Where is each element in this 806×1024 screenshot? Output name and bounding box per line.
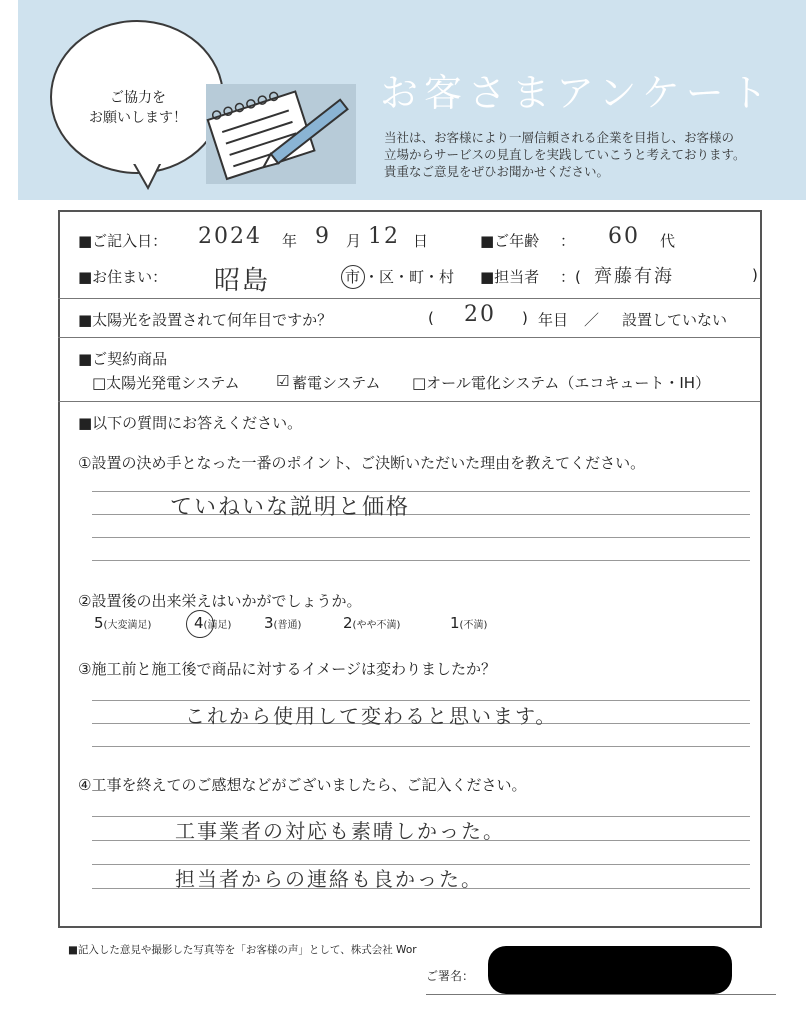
solar-close-paren: ) xyxy=(522,309,528,327)
rating-4[interactable] xyxy=(194,614,231,632)
answer-line xyxy=(92,537,750,538)
survey-heading: ■以下の質問にお答えください。 xyxy=(78,414,303,432)
rating-5-label: (大変満足) xyxy=(103,620,152,631)
bubble-text: ご協力を お願いします！ xyxy=(89,90,187,126)
rating-5-num: 5 xyxy=(94,614,104,632)
age-label: ■ご年齢 xyxy=(480,232,540,250)
signature-redaction xyxy=(488,946,732,994)
rating-4-label: (満足) xyxy=(203,620,232,631)
date-month-value[interactable]: 9 xyxy=(315,224,331,249)
question-4: ④工事を終えてのご感想などがございましたら、ご記入ください。 xyxy=(78,776,527,794)
staff-close: ) xyxy=(752,266,758,284)
product-solar-checkbox[interactable]: □太陽光発電システム xyxy=(92,374,240,392)
product-battery-label: 蓄電システム xyxy=(292,374,381,392)
age-colon: ： xyxy=(560,232,576,250)
rating-1-label: (不満) xyxy=(459,620,488,631)
solar-question: ■太陽光を設置されて何年目ですか？ xyxy=(78,311,333,329)
question-3: ③施工前と施工後で商品に対するイメージは変わりましたか？ xyxy=(78,660,497,678)
divider xyxy=(58,337,760,338)
staff-open: ：( xyxy=(560,268,581,286)
month-unit: 月 xyxy=(346,232,362,250)
date-day-value[interactable]: 12 xyxy=(368,224,400,249)
staff-value[interactable]: 齊藤有海 xyxy=(594,266,674,287)
consent-note: ■記入した意見や撮影した写真等を「お客様の声」として、株式会社 Wor xyxy=(68,944,417,956)
rating-4-num: 4 xyxy=(194,614,204,632)
age-value[interactable]: 60 xyxy=(608,224,640,249)
rating-2-num: 2 xyxy=(343,614,353,632)
date-label: ■ご記入日： xyxy=(78,232,168,250)
question-1: ①設置の決め手となった一番のポイント、ご決断いただいた理由を教えてください。 xyxy=(78,454,646,472)
rating-1-num: 1 xyxy=(450,614,460,632)
question-2: ②設置後の出来栄えはいかがでしょうか。 xyxy=(78,592,362,610)
solar-years-unit: 年目 xyxy=(538,311,569,329)
answer-line xyxy=(92,560,750,561)
solar-slash: ／ xyxy=(584,311,600,329)
address-label: ■お住まい： xyxy=(78,268,168,286)
answer-1[interactable]: ていねいな説明と価格 xyxy=(170,495,411,520)
page-title: お客さまアンケート xyxy=(380,71,774,115)
solar-open-paren: ( xyxy=(428,309,434,327)
signature-label: ご署名： xyxy=(426,969,475,983)
answer-4-line-1[interactable]: 工事業者の対応も素晴しかった。 xyxy=(175,819,505,843)
signature-line xyxy=(426,994,776,995)
address-units: ・区・町・村 xyxy=(364,268,455,286)
product-battery-checkbox[interactable]: ☑ xyxy=(276,372,290,390)
divider xyxy=(58,401,760,402)
answer-line xyxy=(92,746,750,747)
answer-3[interactable]: これから使用して変わると思います。 xyxy=(185,704,558,728)
speech-bubble-tail xyxy=(130,160,164,190)
rating-2-label: (やや不満) xyxy=(352,620,401,631)
not-installed-option[interactable]: 設置していない xyxy=(622,311,728,329)
rating-3-num: 3 xyxy=(264,614,274,632)
address-value[interactable]: 昭島 xyxy=(214,266,271,296)
notepad-pencil-icon xyxy=(196,84,356,184)
rating-3-label: (普通) xyxy=(273,620,302,631)
rating-2[interactable] xyxy=(343,614,400,632)
date-year-value[interactable]: 2024 xyxy=(198,224,262,249)
year-unit: 年 xyxy=(282,232,298,250)
staff-label: ■担当者 xyxy=(480,268,540,286)
product-all-electric-checkbox[interactable]: □オール電化システム（エコキュート・IH） xyxy=(412,374,711,392)
rating-3[interactable] xyxy=(264,614,301,632)
divider xyxy=(58,298,760,299)
products-heading: ■ご契約商品 xyxy=(78,350,168,368)
rating-5[interactable] xyxy=(94,614,151,632)
solar-years-value[interactable]: 20 xyxy=(464,302,496,327)
answer-4-line-2[interactable]: 担当者からの連絡も良かった。 xyxy=(175,867,483,891)
city-option: 市 xyxy=(345,268,361,286)
age-unit: 代 xyxy=(660,232,676,250)
intro-text: 当社は、お客様により一層信頼される企業を目指し、お客様の 立場からサービスの見直しを実践していこうと考えております。 貴重なご意見をぜひお聞かせください。 xyxy=(384,130,746,179)
day-unit: 日 xyxy=(413,232,429,250)
rating-1[interactable] xyxy=(450,614,487,632)
